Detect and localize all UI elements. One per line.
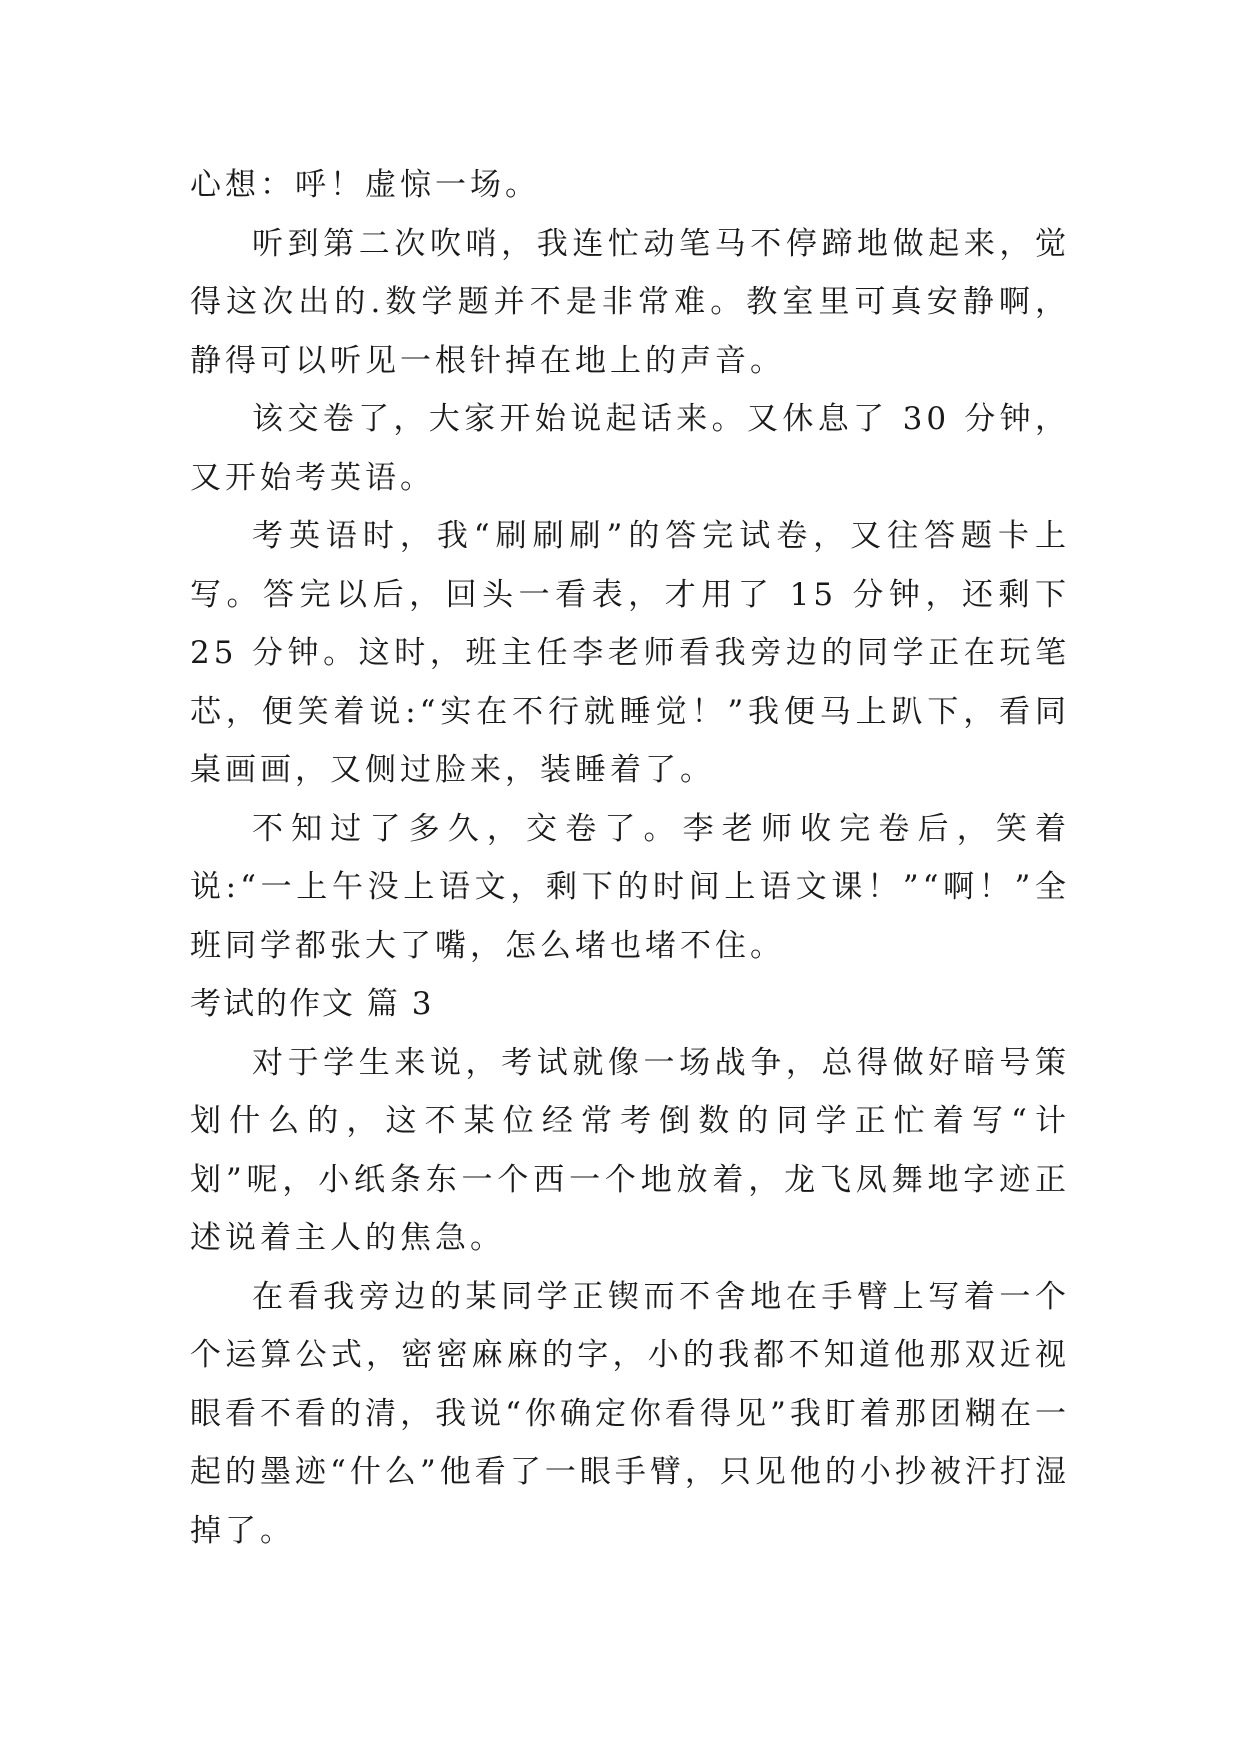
paragraph-2: 听到第二次吹哨，我连忙动笔马不停蹄地做起来，觉得这次出的.数学题并不是非常难。教室里可真安静啊，静得可以听见一根针掉在地上的声音。: [190, 225, 1070, 379]
paragraph-7: 在看我旁边的某同学正锲而不舍地在手臂上写着一个个运算公式，密密麻麻的字，小的我都不知道他那双近视眼看不看的清，我说“你确定你看得见”我盯着那团糊在一起的墨迹“什么”他看了一眼手臂，只见他的小抄被汗打湿掉了。: [190, 1278, 1070, 1549]
section-heading: 考试的作文 篇 3: [190, 986, 434, 1022]
paragraph-4: 考英语时，我“刷刷刷”的答完试卷，又往答题卡上写。答完以后，回头一看表，才用了 15 分钟，还剩下 25 分钟。这时，班主任李老师看我旁边的同学正在玩笔芯，便笑着说:“实在不行就睡觉！”我便马上趴下，看同桌画画，又侧过脸来，装睡着了。: [190, 518, 1070, 788]
paragraph-5: 不知过了多久，交卷了。李老师收完卷后，笑着说:“一上午没上语文，剩下的时间上语文课！”“啊！”全班同学都张大了嘴，怎么堵也堵不住。: [190, 810, 1070, 964]
paragraph-6: 对于学生来说，考试就像一场战争，总得做好暗号策划什么的，这不某位经常考倒数的同学正忙着写“计划”呢，小纸条东一个西一个地放着，龙飞凤舞地字迹正述说着主人的焦急。: [190, 1044, 1070, 1256]
document-page: [190, 156, 1070, 1560]
paragraph-1: 心想：呼！虚惊一场。: [190, 167, 540, 203]
paragraph-3: 该交卷了，大家开始说起话来。又休息了 30 分钟，又开始考英语。: [190, 401, 1070, 496]
